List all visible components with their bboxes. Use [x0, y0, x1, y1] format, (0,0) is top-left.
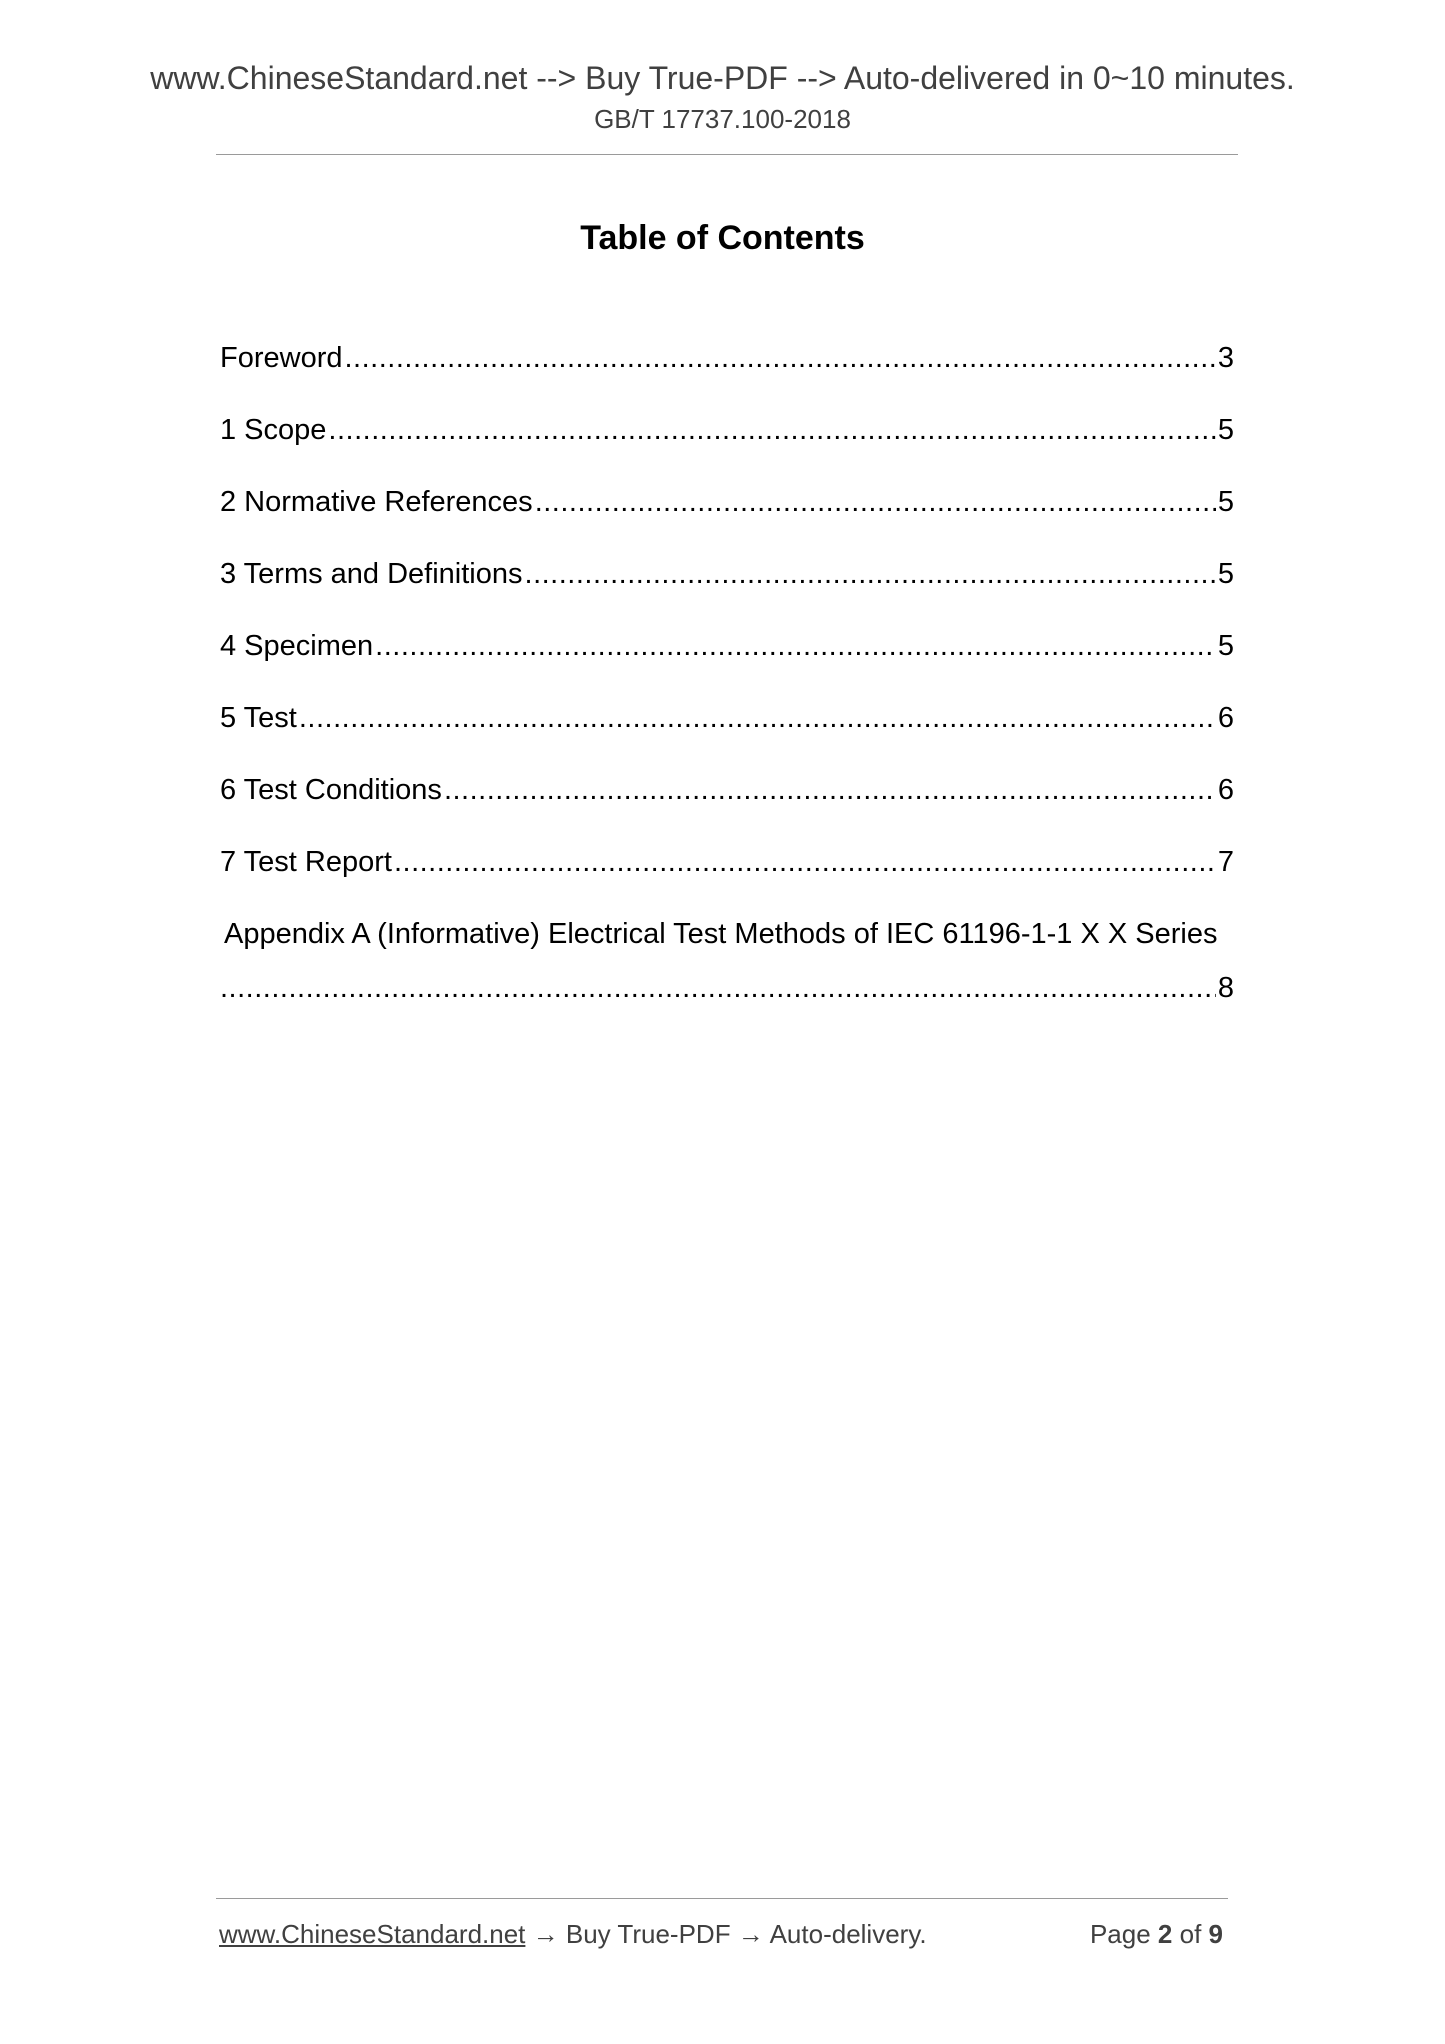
toc-leader-dots — [535, 480, 1216, 524]
total-pages-number: 9 — [1208, 1919, 1223, 1949]
toc-entry-label: 6 Test Conditions — [220, 774, 442, 806]
toc-entry-page: 8 — [1217, 972, 1234, 1004]
toc-entry-label: Foreword — [220, 342, 343, 374]
page-word: Page — [1089, 1919, 1158, 1949]
toc-entry-scope[interactable] — [220, 408, 1234, 480]
toc-entry-normative-references[interactable] — [220, 480, 1234, 552]
toc-entry-specimen[interactable] — [220, 624, 1234, 696]
toc-entry-appendix-a[interactable] — [220, 912, 1234, 1010]
toc-entry-leader-line — [220, 966, 1234, 1010]
toc-entry-page: 5 — [1217, 558, 1234, 590]
arrow-right-icon: → — [532, 1919, 559, 1949]
buy-true-pdf-text: Buy True-PDF — [558, 1919, 738, 1949]
toc-leader-dots — [444, 768, 1216, 812]
toc-leader-dots — [394, 840, 1216, 884]
arrow-right-icon: → — [737, 1919, 764, 1949]
toc-entry-terms-and-definitions[interactable] — [220, 552, 1234, 624]
toc-leader-dots — [345, 336, 1216, 380]
page-indicator — [1090, 1917, 1223, 1951]
auto-delivery-text: Auto-delivery. — [763, 1919, 927, 1949]
toc-entry-page: 6 — [1217, 702, 1234, 734]
toc-leader-dots — [375, 624, 1216, 668]
toc-leader-dots — [525, 552, 1216, 596]
toc-entry-label: 5 Test — [220, 702, 297, 734]
toc-entry-page: 5 — [1217, 630, 1234, 662]
current-page-number: 2 — [1157, 1919, 1173, 1949]
toc-leader-dots — [328, 408, 1215, 452]
page-footer — [219, 1917, 1223, 1951]
header-divider — [216, 154, 1238, 155]
toc-entry-foreword[interactable] — [220, 336, 1234, 408]
of-word: of — [1172, 1919, 1209, 1949]
toc-leader-dots — [220, 966, 1216, 1010]
header-banner: www.ChineseStandard.net --> Buy True-PDF --> Auto-delivered in 0~10 minutes. — [150, 60, 1295, 96]
toc-entry-test[interactable] — [220, 696, 1234, 768]
toc-entry-test-report[interactable] — [220, 840, 1234, 912]
site-link[interactable]: www.ChineseStandard.net — [219, 1919, 526, 1949]
toc-entry-page: 6 — [1217, 774, 1234, 806]
table-of-contents — [220, 336, 1234, 1010]
toc-entry-page: 5 — [1217, 414, 1234, 446]
toc-entry-label: 4 Specimen — [220, 630, 374, 662]
toc-entry-page: 5 — [1217, 486, 1234, 518]
standard-code: GB/T 17737.100-2018 — [594, 104, 851, 134]
toc-entry-label: Appendix A (Informative) Electrical Test Methods of IEC 61196-1-1 X X Series — [224, 918, 1218, 950]
toc-entry-label: 7 Test Report — [220, 846, 392, 878]
toc-entry-label: 2 Normative References — [220, 486, 533, 518]
toc-entry-label: 1 Scope — [220, 414, 327, 446]
toc-leader-dots — [299, 696, 1216, 740]
toc-entry-label: 3 Terms and Definitions — [220, 558, 523, 590]
toc-entry-page: 7 — [1217, 846, 1234, 878]
footer-divider — [216, 1898, 1228, 1899]
toc-entry-page: 3 — [1217, 342, 1234, 374]
toc-entry-test-conditions[interactable] — [220, 768, 1234, 840]
toc-title: Table of Contents — [580, 219, 865, 257]
